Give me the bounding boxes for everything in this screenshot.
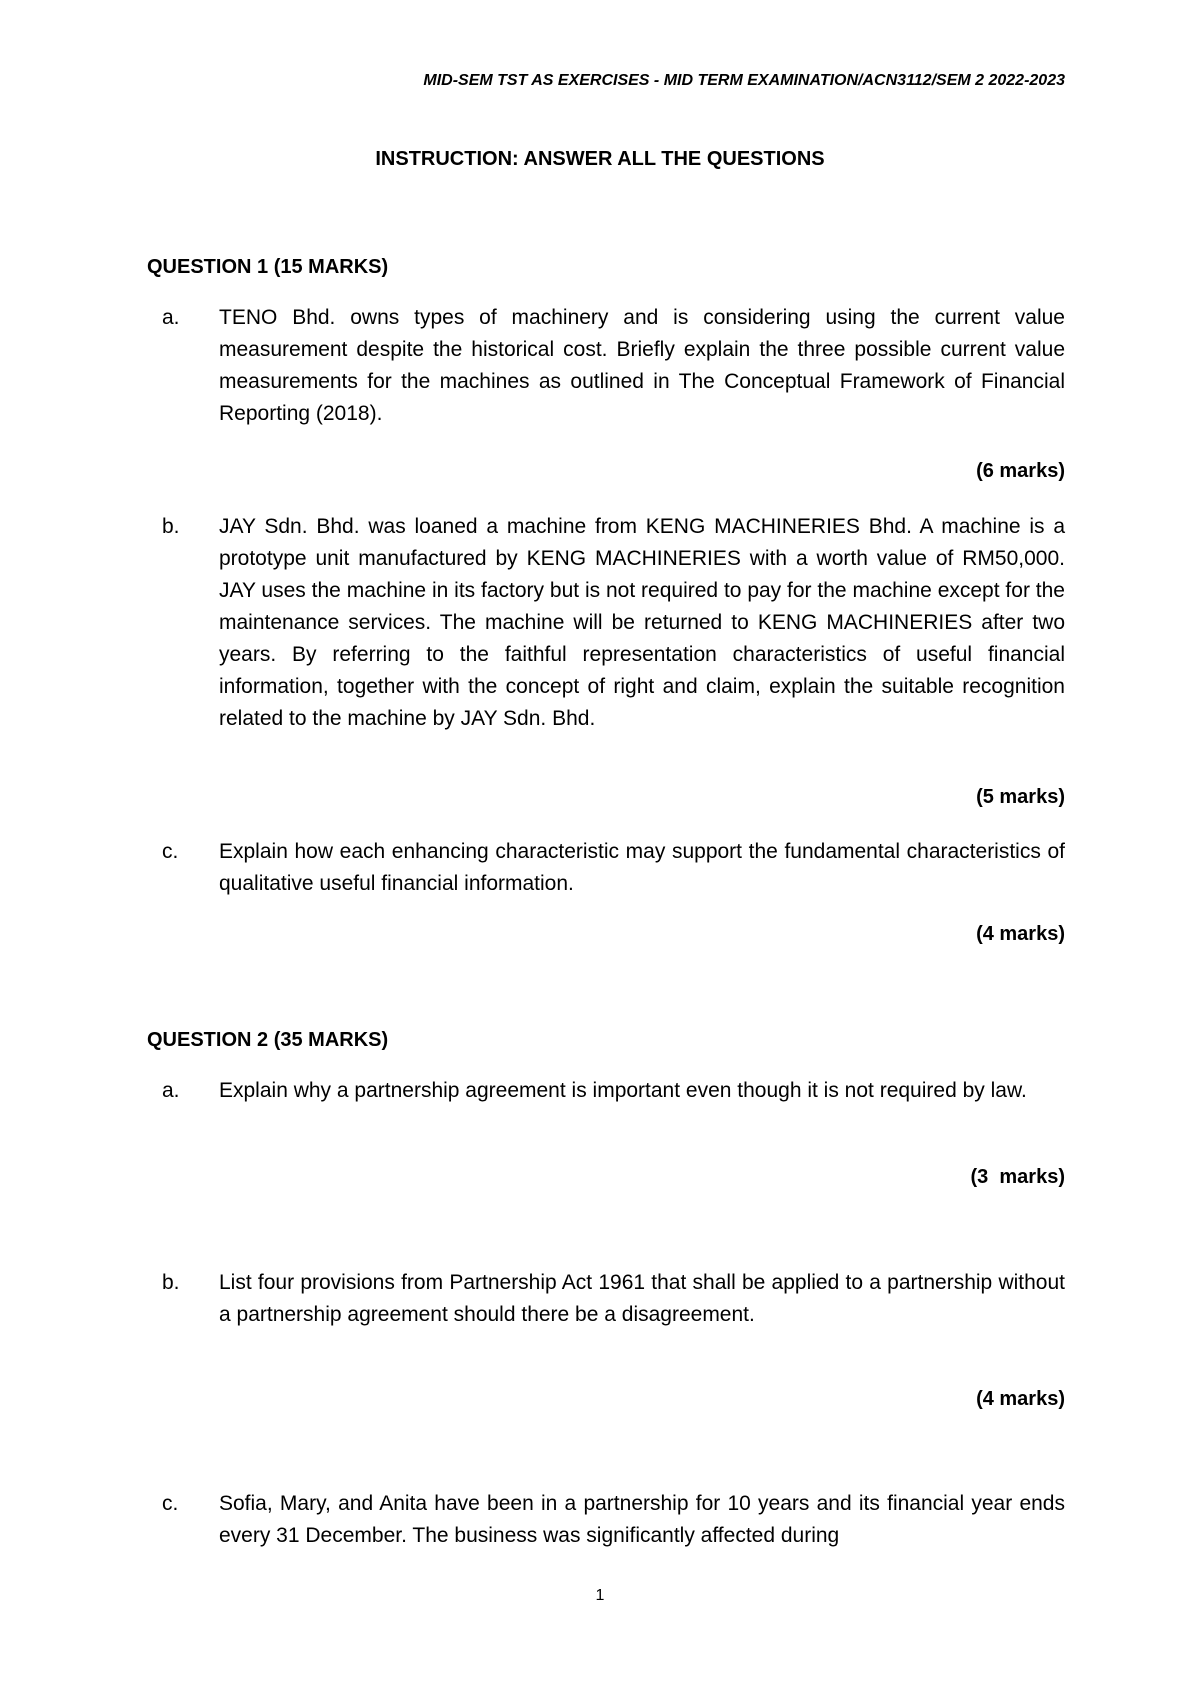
page-number: 1 [595,1587,605,1604]
item-letter: a. [162,1079,180,1102]
item-text: Explain why a partnership agreement is important even though it is not required by law. [219,1079,1027,1102]
question-1c-marks: (4 marks) [976,923,1065,945]
item-text: JAY Sdn. Bhd. was loaned a machine from KENG MACHINERIES Bhd. A machine is a prototype unit manufactured by KENG MACHINERIES with a worth value of RM50,000. JAY uses the machine in its factory but is not required to pay for the machine except for the maintenance services. The machine will be returned to KENG MACHINERIES after two years. By referring to the faithful representation characteristics of useful financial information, together with the concept of right and claim, explain the suitable recognition related to the machine by JAY Sdn. Bhd. [219,515,1065,730]
item-text: List four provisions from Partnership Act 1961 that shall be applied to a partnership without a partnership agreement should there be a disagreement. [219,1271,1065,1326]
item-text: TENO Bhd. owns types of machinery and is considering using the current value measurement despite the historical cost. Briefly explain the three possible current value measurements for the machines as outlined in The Conceptual Framework of Financial Reporting (2018). [219,306,1065,425]
item-letter: a. [162,306,180,329]
instruction-heading: INSTRUCTION: ANSWER ALL THE QUESTIONS [375,148,825,170]
question-1a-marks: (6 marks) [976,460,1065,482]
item-text: Sofia, Mary, and Anita have been in a partnership for 10 years and its financial year ends every 31 December. The business was significantly affected during [219,1492,1065,1547]
item-letter: b. [162,1271,180,1294]
item-letter: c. [162,840,179,863]
question-1-title: QUESTION 1 (15 MARKS) [147,256,389,278]
question-2b-marks: (4 marks) [976,1388,1065,1410]
question-1b-marks: (5 marks) [976,786,1065,808]
question-2-title: QUESTION 2 (35 MARKS) [147,1029,389,1051]
item-letter: b. [162,515,180,538]
question-2a-marks: (3 marks) [970,1166,1065,1188]
page-header: MID-SEM TST AS EXERCISES - MID TERM EXAMINATION/ACN3112/SEM 2 2022-2023 [423,72,1065,89]
item-text: Explain how each enhancing characteristic may support the fundamental characteristics of qualitative useful financial information. [219,840,1065,895]
item-letter: c. [162,1492,179,1515]
